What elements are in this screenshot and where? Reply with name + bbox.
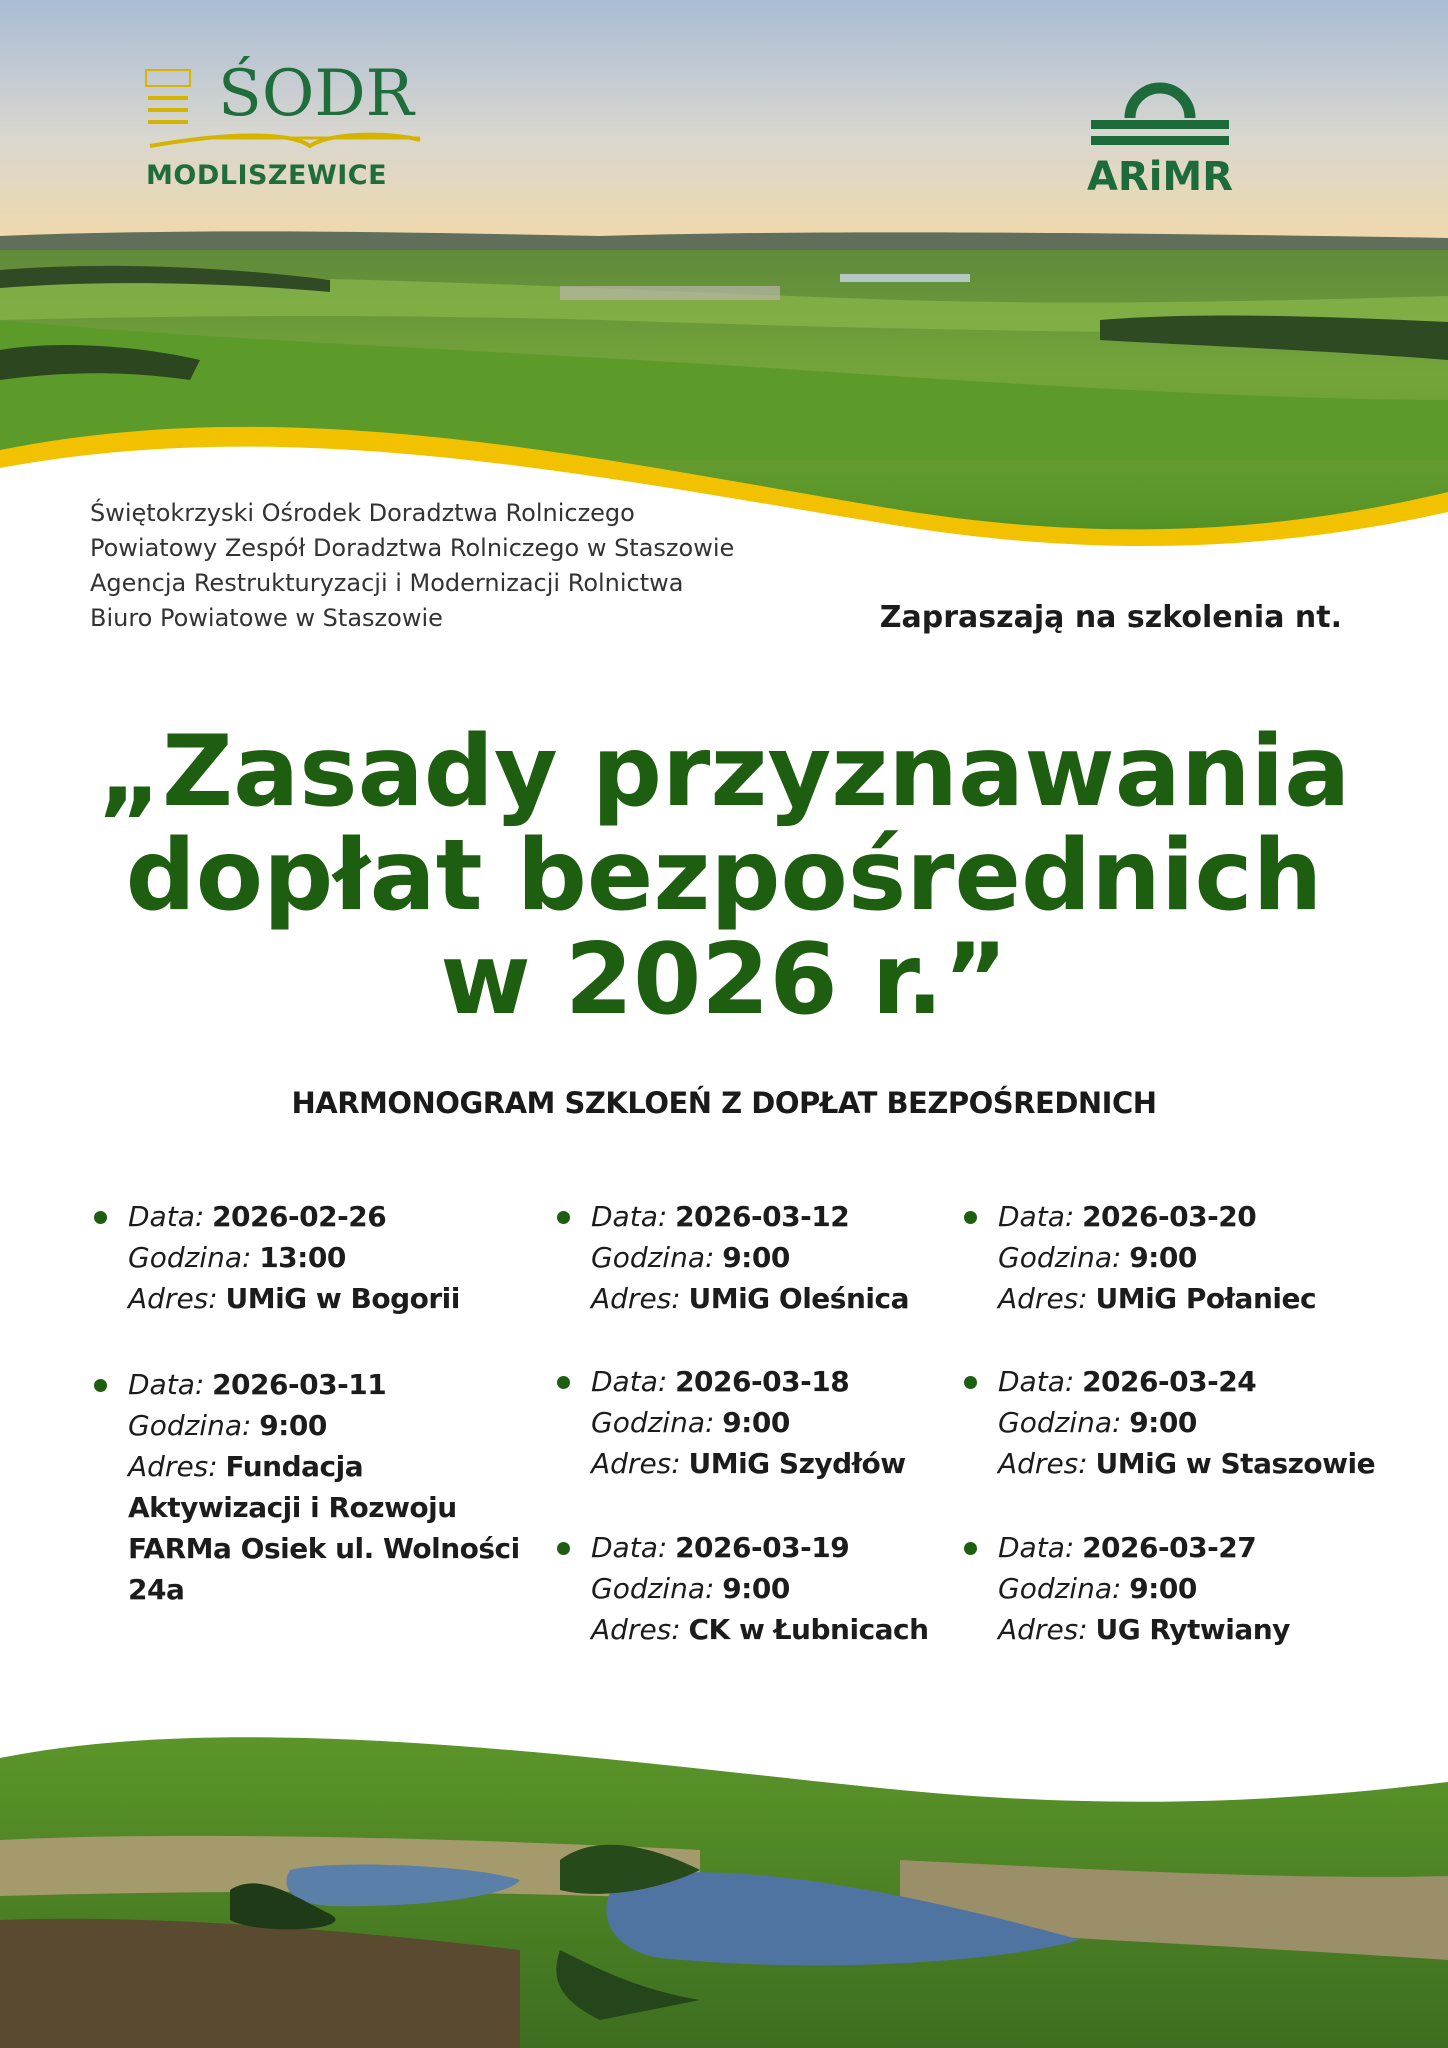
- session-address: UMiG Połaniec: [1095, 1282, 1317, 1315]
- date-label: Data:: [128, 1200, 205, 1233]
- date-label: Data:: [998, 1200, 1075, 1233]
- session-address: UMiG Szydłów: [688, 1447, 906, 1480]
- session-time: 9:00: [1129, 1241, 1197, 1274]
- session-entry: [998, 1527, 1428, 1650]
- session-date: 2026-03-24: [1082, 1365, 1257, 1398]
- session-date: 2026-03-27: [1082, 1531, 1257, 1564]
- session-date: 2026-03-18: [675, 1365, 850, 1398]
- address-label: Adres:: [591, 1447, 681, 1480]
- address-label: Adres:: [128, 1450, 218, 1483]
- main-title-line: dopłat bezpośrednich: [125, 819, 1323, 933]
- session-entry: [128, 1364, 538, 1610]
- arimr-logo: [1085, 62, 1235, 202]
- session-entry: [591, 1361, 971, 1484]
- time-label: Godzina:: [998, 1406, 1122, 1439]
- date-label: Data:: [128, 1368, 205, 1401]
- address-label: Adres:: [998, 1282, 1088, 1315]
- arimr-emblem-icon: [1085, 62, 1235, 152]
- session-address: UMiG w Staszowie: [1095, 1447, 1376, 1480]
- arimr-logo-name: ARiMR: [1086, 154, 1234, 200]
- time-label: Godzina:: [591, 1572, 715, 1605]
- main-title: [40, 715, 1408, 1037]
- session-address: UMiG w Bogorii: [225, 1282, 460, 1315]
- session-time: 9:00: [259, 1409, 327, 1442]
- time-label: Godzina:: [128, 1409, 252, 1442]
- time-label: Godzina:: [128, 1241, 252, 1274]
- sodr-logo-name: ŚODR: [218, 57, 414, 131]
- time-label: Godzina:: [998, 1572, 1122, 1605]
- main-title-line: w 2026 r.”: [440, 923, 1008, 1037]
- organizer-line: Powiatowy Zespół Doradztwa Rolniczego w Staszowie: [90, 534, 735, 562]
- schedule-heading: HARMONOGRAM SZKLOEŃ Z DOPŁAT BEZPOŚREDNICH: [291, 1086, 1157, 1120]
- organizer-line: Biuro Powiatowe w Staszowie: [90, 604, 443, 632]
- sodr-logo-subtitle: MODLISZEWICE: [146, 160, 388, 191]
- session-entry: [591, 1527, 971, 1650]
- time-label: Godzina:: [591, 1406, 715, 1439]
- bullet-icon: [557, 1542, 570, 1555]
- session-date: 2026-03-20: [1082, 1200, 1257, 1233]
- time-label: Godzina:: [591, 1241, 715, 1274]
- session-time: 9:00: [722, 1406, 790, 1439]
- session-address: CK w Łubnicach: [688, 1613, 929, 1646]
- date-label: Data:: [998, 1365, 1075, 1398]
- session-date: 2026-03-19: [675, 1531, 850, 1564]
- date-label: Data:: [591, 1365, 668, 1398]
- session-date: 2026-02-26: [212, 1200, 387, 1233]
- session-time: 9:00: [1129, 1406, 1197, 1439]
- bottom-landscape-banner: [0, 1700, 1448, 2048]
- bullet-icon: [964, 1211, 977, 1224]
- main-title-line: „Zasady przyznawania: [97, 715, 1351, 829]
- session-address: UMiG Oleśnica: [688, 1282, 909, 1315]
- organizer-line: Świętokrzyski Ośrodek Doradztwa Rolniczego: [90, 499, 635, 527]
- date-label: Data:: [591, 1200, 668, 1233]
- session-entry: [998, 1196, 1428, 1319]
- address-label: Adres:: [998, 1447, 1088, 1480]
- session-entry: [998, 1361, 1428, 1484]
- session-address: UG Rytwiany: [1095, 1613, 1290, 1646]
- session-entry: [591, 1196, 971, 1319]
- address-label: Adres:: [591, 1282, 681, 1315]
- landscape-photo-bottom: [0, 1700, 1448, 2048]
- session-time: 9:00: [722, 1572, 790, 1605]
- session-date: 2026-03-12: [675, 1200, 850, 1233]
- bullet-icon: [557, 1211, 570, 1224]
- session-date: 2026-03-11: [212, 1368, 387, 1401]
- session-time: 13:00: [259, 1241, 346, 1274]
- bullet-icon: [964, 1542, 977, 1555]
- bullet-icon: [94, 1379, 107, 1392]
- bullet-icon: [964, 1376, 977, 1389]
- session-time: 9:00: [722, 1241, 790, 1274]
- top-landscape-banner: [0, 0, 1448, 560]
- session-entry: [128, 1196, 548, 1319]
- address-label: Adres:: [128, 1282, 218, 1315]
- address-label: Adres:: [591, 1613, 681, 1646]
- session-time: 9:00: [1129, 1572, 1197, 1605]
- bullet-icon: [94, 1211, 107, 1224]
- bullet-icon: [557, 1376, 570, 1389]
- date-label: Data:: [998, 1531, 1075, 1564]
- invite-text: Zapraszają na szkolenia nt.: [879, 600, 1342, 635]
- address-label: Adres:: [998, 1613, 1088, 1646]
- sodr-logo: [140, 57, 440, 202]
- session-address: Fundacja Aktywizacji i Rozwoju FARMa Osiek ul. Wolności 24a: [128, 1450, 520, 1606]
- date-label: Data:: [591, 1531, 668, 1564]
- organizer-line: Agencja Restrukturyzacji i Modernizacji Rolnictwa: [90, 569, 684, 597]
- time-label: Godzina:: [998, 1241, 1122, 1274]
